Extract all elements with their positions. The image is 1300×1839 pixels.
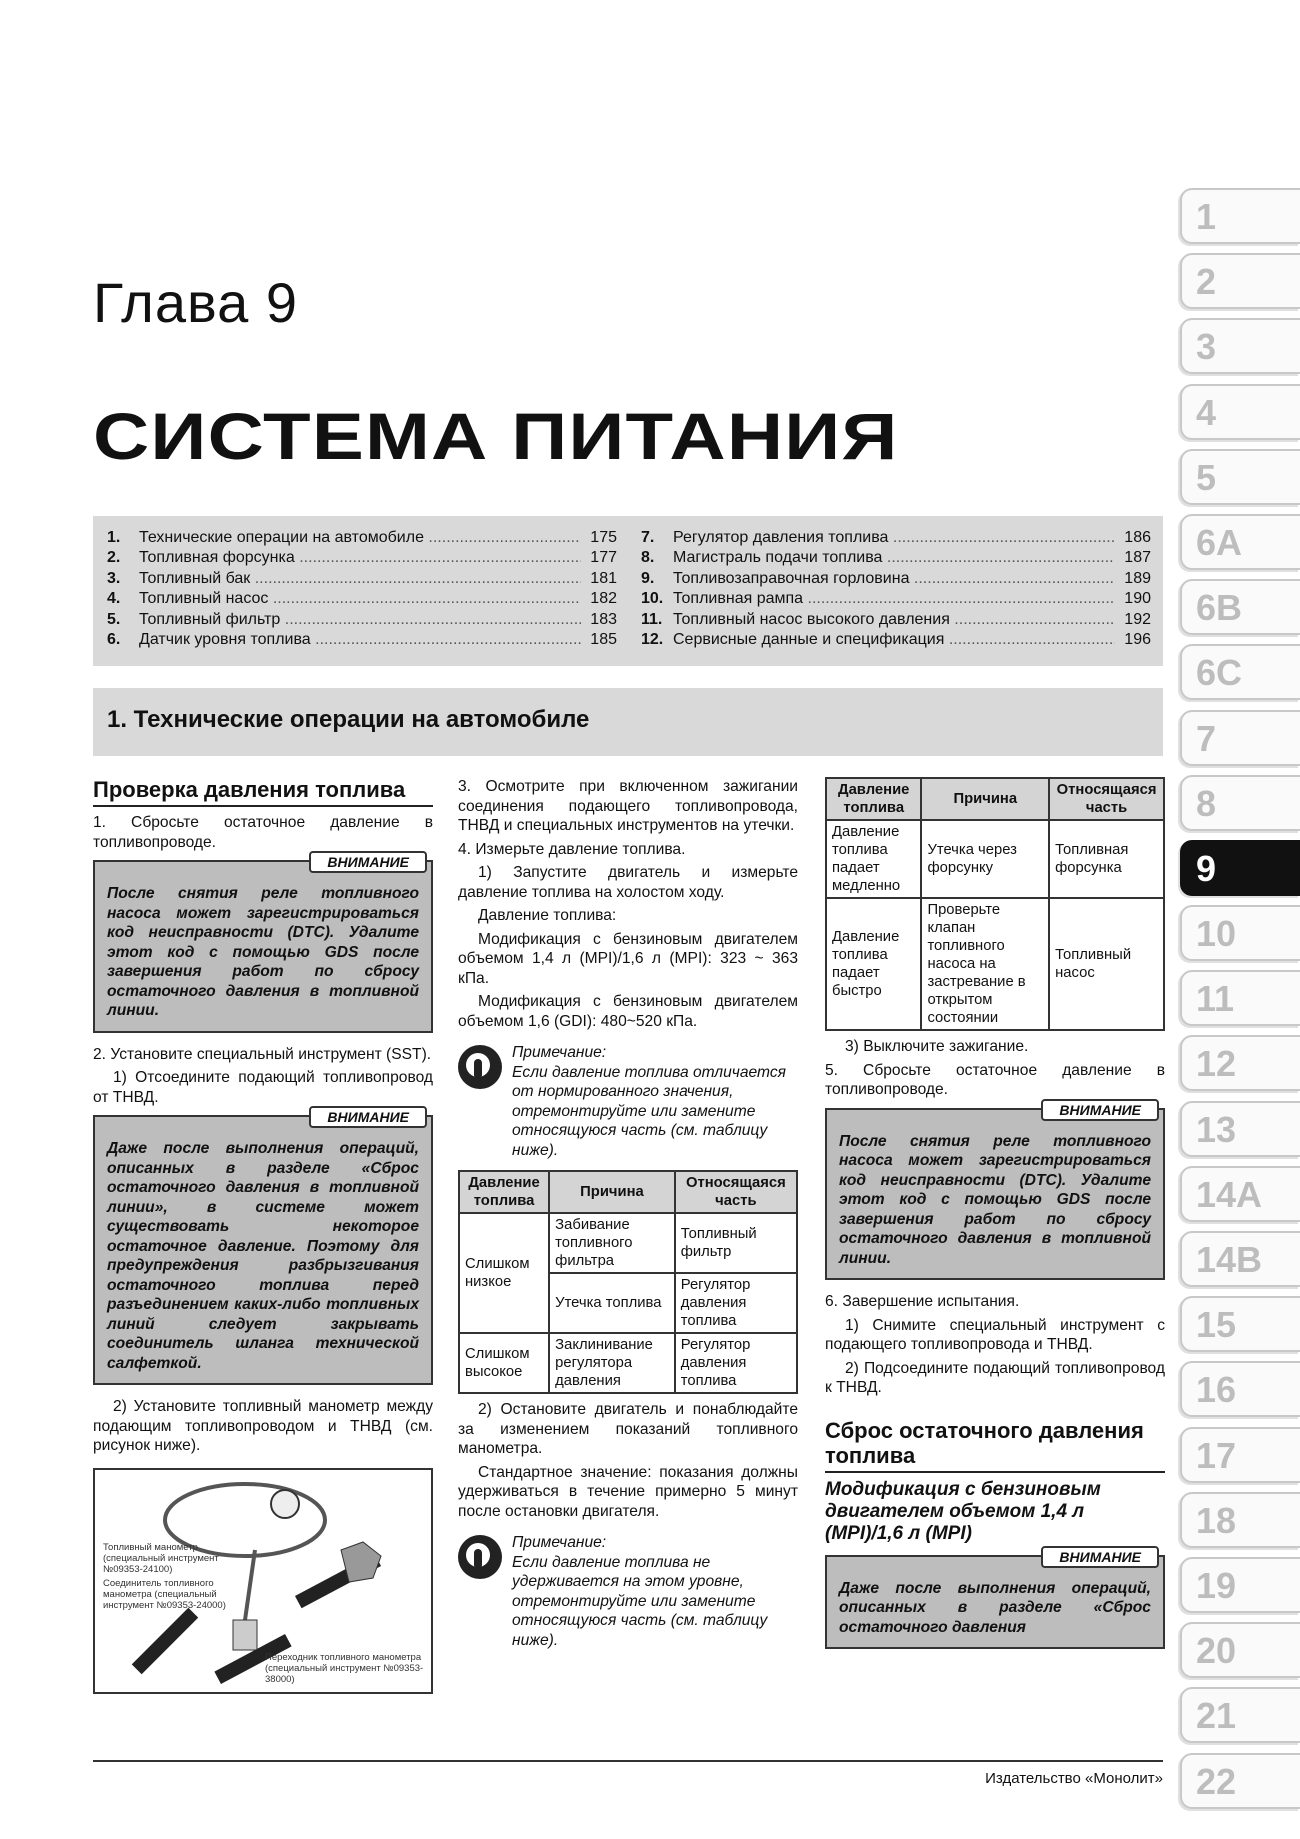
table-cell: Регулятор давления топлива xyxy=(675,1333,797,1393)
toc-num: 11. xyxy=(641,610,663,628)
chapter-tab-label: 19 xyxy=(1196,1564,1237,1606)
chapter-title: СИСТЕМА ПИТАНИЯ xyxy=(93,399,899,473)
step-text: 2) Подсоедините подающий топливопровод к ТНВД. xyxy=(825,1359,1165,1396)
step-text: 1) Запустите двигатель и измерьте давление топлива на холостом ходу. xyxy=(458,864,798,901)
toc-title: Топливный фильтр ..... xyxy=(139,610,581,630)
toc-title: Топливозаправочная горловина ..... xyxy=(673,569,1115,589)
toc-page: 177 xyxy=(590,549,617,567)
note-box xyxy=(458,1533,798,1650)
toc-title: Топливный насос ..... xyxy=(139,589,581,609)
toc-num: 6. xyxy=(107,631,121,649)
step-text: Стандартное значение: показания должны удерживаться в течение примерно 5 минут после остановки двигателя. xyxy=(458,1463,798,1520)
chapter-tab-6b[interactable] xyxy=(1180,579,1300,635)
chapter-tab-10[interactable] xyxy=(1180,905,1300,961)
lightbulb-icon xyxy=(458,1535,502,1579)
table-cell: Топливный фильтр xyxy=(675,1213,797,1273)
table-cell: Топливная форсунка xyxy=(1049,820,1164,898)
toc-num: 8. xyxy=(641,549,655,567)
table-cell: Проверьте клапан топливного насоса на застревание в открытом состоянии xyxy=(921,898,1049,1030)
chapter-tab-label: 21 xyxy=(1196,1695,1237,1737)
subsection-subheading: Модификация с бензиновым двигателем объемом 1,4 л (MPI)/1,6 л (MPI) xyxy=(825,1478,1101,1544)
table-header: Относящаяся часть xyxy=(675,1171,797,1213)
toc-page: 192 xyxy=(1124,610,1151,628)
chapter-tab-11[interactable] xyxy=(1180,970,1300,1026)
warning-box xyxy=(825,1101,1165,1281)
chapter-tab-label: 11 xyxy=(1196,978,1235,1020)
step-text: 2) Остановите двигатель и понаблюдайте за изменением показаний топливного манометра. xyxy=(458,1401,798,1457)
chapter-tab-2[interactable] xyxy=(1180,253,1300,309)
subsection-heading: Сброс остаточного давления топлива xyxy=(825,1418,1165,1473)
chapter-tab-4[interactable] xyxy=(1180,384,1300,440)
fuel-gauge-figure xyxy=(93,1468,433,1694)
chapter-tab-5[interactable] xyxy=(1180,449,1300,505)
table-header: Относящаяся часть xyxy=(1049,778,1164,820)
chapter-tab-label: 1 xyxy=(1196,196,1217,237)
table-cell: Слишком высокое xyxy=(459,1333,549,1393)
toc-page: 189 xyxy=(1124,569,1151,587)
chapter-tab-22[interactable] xyxy=(1180,1753,1300,1809)
note-label: Примечание: xyxy=(512,1044,607,1061)
step-text: Модификация с бензиновым двигателем объемом 1,4 л (MPI)/1,6 л (MPI): 323 ~ 363 кПа. xyxy=(458,930,798,987)
warning-label: ВНИМАНИЕ xyxy=(309,1106,427,1128)
chapter-tab-label: 9 xyxy=(1196,847,1217,889)
step-text: 1) Отсоедините подающий топливопровод от ТНВД. xyxy=(93,1069,433,1106)
chapter-tab-6c[interactable] xyxy=(1180,644,1300,700)
warning-label: ВНИМАНИЕ xyxy=(1041,1546,1159,1568)
toc-title: Топливный бак ..... xyxy=(139,569,581,589)
toc-entry[interactable] xyxy=(107,610,617,630)
table-cell: Топливный насос xyxy=(1049,898,1164,1030)
toc-page: 190 xyxy=(1124,590,1151,608)
chapter-tab-label: 14B xyxy=(1196,1239,1263,1280)
step-text: 6. Завершение испытания. xyxy=(825,1293,1020,1310)
toc-num: 7. xyxy=(641,529,655,546)
note-box xyxy=(458,1043,798,1160)
chapter-tab-18[interactable] xyxy=(1180,1492,1300,1548)
chapter-tab-6a[interactable] xyxy=(1180,514,1300,570)
step-text: 3. Осмотрите при включенном зажигании соединения подающего топливопровода, ТНВД и специальных инструментов на утечки. xyxy=(458,778,798,834)
publisher-footer: Издательство «Монолит» xyxy=(985,1770,1163,1787)
toc-title: Сервисные данные и спецификация ..... xyxy=(673,630,1115,650)
toc-num: 12. xyxy=(641,631,664,649)
chapter-tab-label: 12 xyxy=(1196,1043,1237,1085)
toc-title: Регулятор давления топлива ..... xyxy=(673,528,1115,548)
chapter-tab-label: 7 xyxy=(1196,717,1217,759)
step-text: 2. Установите специальный инструмент (SST). xyxy=(93,1045,432,1063)
table-cell: Утечка через форсунку xyxy=(921,820,1049,898)
chapter-tab-label: 16 xyxy=(1196,1369,1237,1411)
table-header: Давление топлива xyxy=(826,778,921,820)
chapter-tabs xyxy=(1180,188,1300,1818)
toc-entry[interactable] xyxy=(107,569,617,589)
chapter-tab-7[interactable] xyxy=(1180,710,1300,766)
toc-page: 186 xyxy=(1124,529,1151,546)
chapter-label: Глава 9 xyxy=(93,271,298,334)
toc-num: 3. xyxy=(107,569,121,587)
table-cell: Давление топлива падает быстро xyxy=(826,898,921,1030)
lightbulb-icon xyxy=(458,1045,502,1089)
note-label: Примечание: xyxy=(512,1534,607,1551)
toc-entry[interactable] xyxy=(107,548,617,568)
toc-entry[interactable] xyxy=(107,589,617,609)
chapter-tab-16[interactable] xyxy=(1180,1361,1300,1417)
chapter-tab-21[interactable] xyxy=(1180,1687,1300,1743)
warning-box xyxy=(825,1548,1165,1650)
chapter-tab-label: 10 xyxy=(1196,913,1237,955)
step-text: Давление топлива: xyxy=(478,907,617,924)
table-cell: Давление топлива падает медленно xyxy=(826,820,921,898)
toc-title: Топливная рампа ..... xyxy=(673,589,1115,609)
pressure-table xyxy=(458,1170,798,1394)
warning-text: Даже после выполнения операций, описанных в разделе «Сброс остаточного давления в топливной линии», в системе может существовать некоторое остаточное давление. Поэтому для предупреждения разбрызгивания остаточного топлива перед разъединением каких-либо топливных линий следует закрывать соединитель шланга технической салфеткой. xyxy=(107,1140,419,1372)
toc-page: 183 xyxy=(590,610,617,628)
chapter-tab-label: 3 xyxy=(1196,326,1217,368)
toc-entry[interactable] xyxy=(641,610,1151,630)
step-text: 1. Сбросьте остаточное давление в топливопроводе. xyxy=(93,814,433,851)
toc-page: 185 xyxy=(590,631,617,649)
toc-title: Технические операции на автомобиле ..... xyxy=(139,528,581,548)
toc-entry[interactable] xyxy=(641,548,1151,568)
chapter-tab-label: 14A xyxy=(1196,1173,1263,1215)
toc-page: 187 xyxy=(1124,549,1151,567)
column-3 xyxy=(825,777,1165,1661)
chapter-tab-label: 20 xyxy=(1196,1630,1237,1672)
chapter-tab-label: 6B xyxy=(1196,587,1243,629)
step-text: 4. Измерьте давление топлива. xyxy=(458,840,686,858)
chapter-tab-label: 4 xyxy=(1196,391,1217,433)
toc-num: 9. xyxy=(641,569,655,587)
table-cell: Регулятор давления топлива xyxy=(675,1273,797,1333)
chapter-tab-17[interactable] xyxy=(1180,1427,1300,1483)
table-cell: Заклинивание регулятора давления xyxy=(549,1333,675,1393)
toc-page: 175 xyxy=(590,529,617,546)
toc-num: 5. xyxy=(107,610,121,628)
warning-text: После снятия реле топливного насоса может зарегистрироваться код неисправности (DTC). Удалите этот код с помощью GDS после завершения работ по сбросу остаточного давления в топливной линии. xyxy=(839,1132,1151,1267)
chapter-tab-1[interactable] xyxy=(1180,188,1300,244)
toc-page: 196 xyxy=(1124,631,1151,649)
step-text: 3) Выключите зажигание. xyxy=(845,1038,1029,1055)
table-cell: Забивание топливного фильтра xyxy=(549,1213,675,1273)
table-header: Причина xyxy=(921,778,1049,820)
step-text: Модификация с бензиновым двигателем объемом 1,6 (GDI): 480~520 кПа. xyxy=(458,993,798,1030)
section-title: 1. Технические операции на автомобиле xyxy=(107,706,590,733)
toc-entry[interactable] xyxy=(107,528,617,548)
toc-title: Топливная форсунка ..... xyxy=(139,548,581,568)
chapter-tab-12[interactable] xyxy=(1180,1035,1300,1091)
toc-entry[interactable] xyxy=(641,630,1151,650)
chapter-tab-label: 22 xyxy=(1196,1760,1237,1802)
warning-label: ВНИМАНИЕ xyxy=(309,851,427,873)
chapter-tab-14b[interactable] xyxy=(1180,1231,1300,1287)
figure-caption: Топливный манометр (специальный инструмент №09353-24100) xyxy=(103,1541,219,1575)
table-header: Причина xyxy=(549,1171,675,1213)
toc-num: 1. xyxy=(107,529,121,546)
toc-right-column xyxy=(641,528,1151,650)
toc-entry[interactable] xyxy=(641,589,1151,609)
chapter-tab-9[interactable] xyxy=(1180,840,1300,896)
toc-num: 2. xyxy=(107,549,121,567)
step-text: 2) Установите топливный манометр между подающим топливопроводом и ТНВД (см. рисунок ниже). xyxy=(93,1398,433,1454)
table-cell: Слишком низкое xyxy=(459,1213,549,1333)
warning-box xyxy=(93,854,433,1033)
section-header xyxy=(93,688,1163,756)
pressure-drop-table xyxy=(825,777,1165,1031)
note-text: Если давление топлива отличается от нормированного значения, отремонтируйте или замените относящуюся часть (см. таблицу ниже). xyxy=(512,1063,786,1159)
note-text: Если давление топлива не удерживается на этом уровне, отремонтируйте или замените относящуюся часть (см. таблицу ниже). xyxy=(512,1553,768,1649)
chapter-tab-label: 15 xyxy=(1196,1304,1237,1346)
chapter-tab-label: 5 xyxy=(1196,456,1217,498)
chapter-tab-13[interactable] xyxy=(1180,1101,1300,1157)
toc-page: 182 xyxy=(590,590,617,608)
column-1 xyxy=(93,777,433,1694)
chapter-tab-label: 18 xyxy=(1196,1499,1237,1541)
chapter-tab-label: 6A xyxy=(1196,521,1243,563)
warning-text: После снятия реле топливного насоса может зарегистрироваться код неисправности (DTC). Удалите этот код с помощью GDS после завершения работ по сбросу остаточного давления в топливной линии. xyxy=(107,885,419,1019)
warning-box xyxy=(93,1109,433,1385)
chapter-tab-20[interactable] xyxy=(1180,1622,1300,1678)
chapter-tab-label: 13 xyxy=(1196,1108,1237,1150)
table-header: Давление топлива xyxy=(459,1171,549,1213)
warning-label: ВНИМАНИЕ xyxy=(1041,1099,1159,1121)
chapter-tab-15[interactable] xyxy=(1180,1296,1300,1352)
chapter-tab-19[interactable] xyxy=(1180,1557,1300,1613)
toc-num: 4. xyxy=(107,590,121,608)
figure-caption: Соединитель топливного манометра (специальный инструмент №09353-24000) xyxy=(103,1577,226,1611)
toc-entry[interactable] xyxy=(641,528,1151,548)
footer-divider xyxy=(93,1760,1163,1762)
step-text: 5. Сбросьте остаточное давление в топливопроводе. xyxy=(825,1061,1165,1098)
warning-text: Даже после выполнения операций, описанных в разделе «Сброс остаточного давления xyxy=(839,1579,1151,1636)
step-text: 1) Снимите специальный инструмент с подающего топливопровода и ТНВД. xyxy=(825,1316,1165,1353)
toc-title: Топливный насос высокого давления ..... xyxy=(673,610,1115,630)
chapter-tab-3[interactable] xyxy=(1180,318,1300,374)
column-2 xyxy=(458,777,798,1660)
table-of-contents xyxy=(93,516,1163,666)
figure-caption: Переходник топливного манометра (специальный инструмент №09353-38000) xyxy=(265,1651,424,1685)
toc-page: 181 xyxy=(590,569,617,587)
table-cell: Утечка топлива xyxy=(549,1273,675,1333)
chapter-tab-label: 6C xyxy=(1196,652,1243,694)
toc-title: Датчик уровня топлива ..... xyxy=(139,630,581,650)
chapter-tab-8[interactable] xyxy=(1180,775,1300,831)
subsection-heading: Проверка давления топлива xyxy=(93,777,433,807)
chapter-tab-14a[interactable] xyxy=(1180,1166,1300,1222)
toc-title: Магистраль подачи топлива ..... xyxy=(673,548,1115,568)
chapter-tab-label: 17 xyxy=(1196,1434,1237,1476)
toc-entry[interactable] xyxy=(641,569,1151,589)
toc-num: 10. xyxy=(641,590,664,608)
toc-entry[interactable] xyxy=(107,630,617,650)
chapter-tab-label: 8 xyxy=(1196,782,1217,824)
toc-left-column xyxy=(107,528,617,650)
chapter-tab-label: 2 xyxy=(1196,261,1217,303)
